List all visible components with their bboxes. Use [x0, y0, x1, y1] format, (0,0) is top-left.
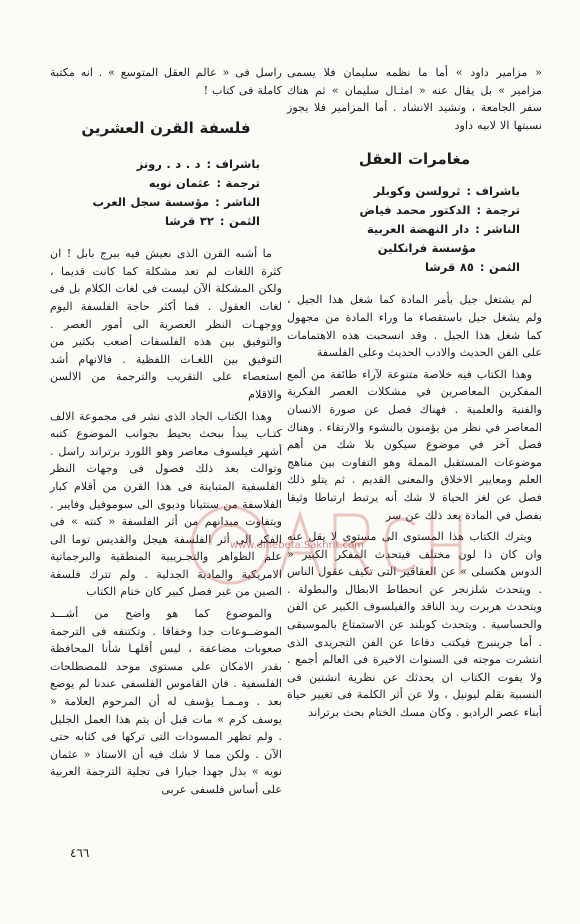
body-paragraph: لم يشتغل جيل بأمر المادة كما شغل هذا الجيل ، ولم يشغل جيل باستقصاء ما وراء المادة من مجهول كما شغل هذا الجيل . وقد انسحبت هذه الاهتمامات على الفن الحديث والادب الحديث وعلى الفلسفة — [287, 293, 542, 360]
watermark-url: www.alnebeta.Sakhrit.com — [230, 540, 364, 551]
article-meta — [50, 155, 282, 231]
intro-paragraph: راسل فى « عالم العقل المتوسع » . انه مكتبة كاملة فى كتاب ! — [50, 66, 282, 97]
meta-publisher — [50, 193, 260, 212]
article-meta — [287, 182, 542, 277]
article-title: مغامرات العقل — [358, 150, 471, 169]
meta-label: ترجمة : — [476, 203, 520, 218]
meta-label: الناشر : — [475, 222, 520, 237]
article-title: فلسفة القرن العشرين — [81, 119, 251, 138]
page-number: ٤٦٦ — [70, 846, 90, 860]
meta-value: د . د . رونز — [136, 157, 201, 172]
meta-value: دار النهضة العربية — [366, 222, 470, 237]
meta-value: عثمان نويه — [148, 176, 211, 191]
meta-publisher-2 — [287, 239, 520, 258]
body-paragraph: ويترك الكتاب هذا المستوى الى مستوى لا يقل عنه وان كان ذا لون مختلف فيتحدث المفكر الكبير « الدوس هكسلى » عن العقاقير التى تكيف عقول الناس . ويتحدث شلزنجر عن انحطاط الابطال والبطولة . ويتحدث هربرت ريد الناقد والفيلسوف الكبير عن الفن والحساسية . ويتحدث كوبلند عن الاستمتاع بالموسيقى . أما جرينبرج فيكتب دفاعا عن الفن التجريدى الذى انتشرت موجته فى السنوات الاخيرة فى العالم أجمع . ولا يفوت الكتاب ان يحدثك عن نظرية انشتين فى النسبية بقلم ليونيل ، ولا عن أثر الكلمة فى تغيير حياة أبناء عصر الراديو . وكان مسك الختام بحث برتراند — [287, 530, 542, 720]
left-column — [50, 64, 282, 803]
meta-label: الثمن : — [219, 214, 260, 229]
meta-price — [50, 212, 260, 231]
meta-label: الثمن : — [479, 260, 520, 275]
meta-supervision — [287, 182, 520, 201]
meta-price — [287, 258, 520, 277]
meta-supervision — [50, 155, 260, 174]
meta-value: ٣٢ قرشا — [165, 214, 214, 229]
column-divider — [300, 70, 301, 830]
body-paragraph: ما أشبه القرن الذى نعيش فيه ببرج بابل ! ان كثرة اللغات لم تعد مشكلة كما كانت قديما ، ولكن المشكلة الآن ليست فى لغات الكلام بل فى لغات العقول . فما أكثر حاجة الفلسفة اليوم ووجهـات النظر العصرية الى أمور العصر . والتوفيق بين هذه الفلسفات أصعب بكثير من التوفيق بين اللغـات اللفظية . فالانهام أشد استعصاء على التقريب والترجمة من الالسن والاقلام — [50, 247, 282, 401]
right-column — [287, 64, 542, 726]
intro-paragraph: « مزامير داود » أما ما نظمه سليمان فلا يسمى مزامير » بل يقال عنه « امثـال سليمان » ثم هناك سفر الجامعة ، ونشيد الانشاد . أما المزامير فلا يجوز نسبتها الا لابيه داود — [287, 66, 542, 132]
meta-publisher — [287, 220, 520, 239]
meta-label: الناشر : — [215, 195, 260, 210]
meta-label: باشراف : — [206, 157, 260, 172]
meta-value: مؤسسة سجل العرب — [92, 195, 210, 210]
meta-translation — [50, 174, 260, 193]
meta-value: الدكتور محمد فياض — [359, 203, 471, 218]
body-paragraph: وهذا الكتاب فيه خلاصة متنوعة لآراء طائفة من ألمع المفكرين المعاصرين في مشكلات العصر الفكرية والفنية والعلمية . فهناك فصل عن صورة الانسان المعاصر في نظر من يؤمنون بالنشوء والارتقاء . وهناك فصل آخر في موضوع سيكون بلا شك من أهم موضوعات المستقبل المملة وهو التفاوت بين مناهج العلم ومعايير الاخلاق والمعنى القديم . ثم يتلو ذلك فصل عن لغز الحياة لا شك أنه يرتبط ارتباطا وثيقا بفصل في المادة بعد ذلك عن سر — [287, 367, 542, 522]
body-paragraph: والموضوع كما هو واضح من أشـــد الموضــوعات جدا وخفافا . وتكتنفه فى الترجمة صعوبات مضاعفة ، ليس أقلهـا شأنا المحافظة بقدر الامكان على مستوى موحد للمصطلحات الفلسفية . فان القاموس الفلسفى عندنا لم يوضع بعد . ومـمـا يؤسف له أن المرحوم العلامة « يوسف كرم » مات قبل أن يتم هذا العمل الجليل . ولم تظهر المسودات التى تركها فى كتابه حتى الآن . ولكن مما لا شك فيه أن الاستاذ « عثمان نويه » بذل جهدا جبارا فى تجلية الترجمة العربية على أساس فلسفى عربى — [50, 607, 282, 796]
meta-label: ترجمة : — [216, 176, 260, 191]
meta-label: باشراف : — [466, 184, 520, 199]
body-paragraph: وهذا الكتاب الجاد الذى نشر فى مجموعة الالف كتـاب يبدأ ببحث يحيط بجوانب الموضوع كتبه أشهر فيلسوف معاصر وهو اللورد برتراند راسل . وتوالت بعد ذلك فصول فى وجهات النظر الفلسفية المتباينة فى هذا القرن من أقلام كبار الفلاسفة من سنتيانا وديوى الى سوموفيل وفايبر . ويتفاوت ميدانهم من أثر الفلسفة « كنته » فى الفكر الى أثر الفلسفة هيجل والقديس توما الى علم الظواهر والتجـريبية المنطقية والبرجماتية الامريكية والمادية الجدلية . ولم تترك فلسفة الصين من غير فصل كبير كان ختام الكتاب — [50, 409, 282, 599]
meta-value: ٨٥ قرشا — [425, 260, 474, 275]
meta-translation — [287, 201, 520, 220]
meta-value: مؤسسة فرانكلين — [377, 241, 476, 256]
meta-value: ثرولسن وكوبلر — [373, 184, 461, 199]
